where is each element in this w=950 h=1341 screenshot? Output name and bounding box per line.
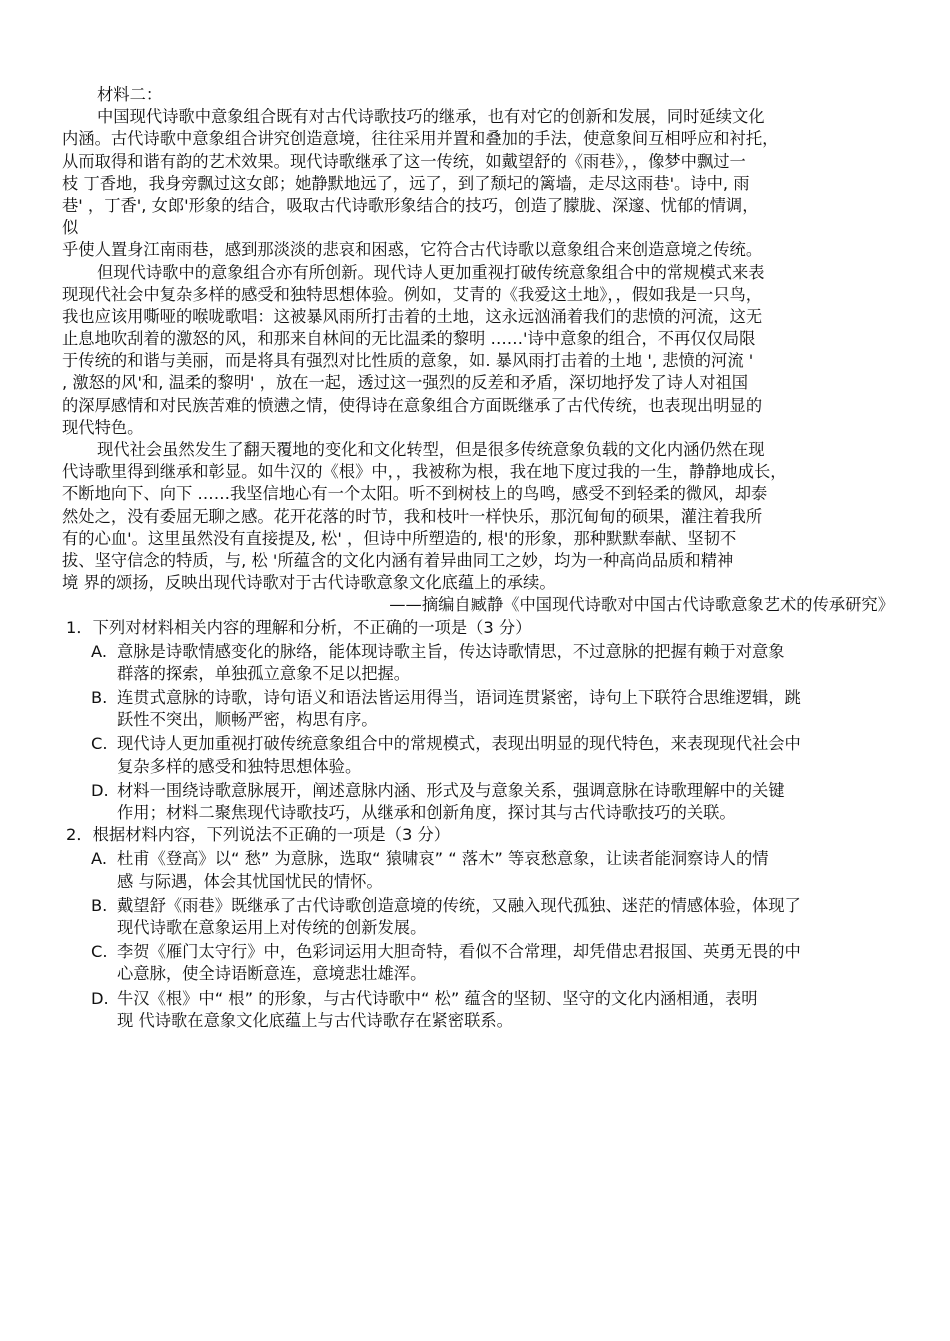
paragraph-line: 枝 丁香地，我身旁飘过这女郎；她静默地远了，远了，到了颓圮的篱墙，走尽这雨巷'。诗中, 雨 xyxy=(62,173,750,193)
paragraph-3 xyxy=(62,439,894,594)
option-letter: D. xyxy=(91,988,109,1008)
paragraph-line: 有的心血'。这里虽然没有直接提及, 松' ，但诗中所塑造的, 根'的形象，那种默默奉献、坚韧不 xyxy=(62,528,737,548)
question-1 xyxy=(62,617,894,825)
option-letter: C. xyxy=(91,734,108,754)
question-stem: 2．根据材料内容，下列说法不正确的一项是（3 分） xyxy=(66,825,451,845)
paragraph-1 xyxy=(62,106,894,261)
option-c[interactable] xyxy=(91,733,894,777)
option-line: 材料一围绕诗歌意脉展开，阐述意脉内涵、形式及与意象关系，强调意脉在诗歌理解中的关键 xyxy=(117,780,785,800)
paragraph-line: 不断地向下、向下 ……我坚信地心有一个太阳。听不到树枝上的鸟鸣，感受不到轻柔的微风，却泰 xyxy=(62,484,768,504)
paragraph-line: 拔、坚守信念的特质，与, 松 '所蕴含的文化内涵有着异曲同工之妙，均为一种高尚品质和精神 xyxy=(62,550,734,570)
option-a[interactable] xyxy=(91,641,894,685)
option-letter: A. xyxy=(91,641,108,661)
paragraph-line: 但现代诗歌中的意象组合亦有所创新。现代诗人更加重视打破传统意象组合中的常规模式来表 xyxy=(97,262,765,282)
option-b[interactable] xyxy=(91,895,894,939)
paragraph-line: , 激怒的风'和, 温柔的黎明' ，放在一起，透过这一强烈的反差和矛盾，深切地抒发了诗人对祖国 xyxy=(62,373,749,393)
source-note: ——摘编自臧静《中国现代诗歌对中国古代诗歌意象艺术的传承研究》 xyxy=(389,595,894,615)
paragraph-line: 然处之，没有委屈无聊之感。花开花落的时节，我和枝叶一样快乐，那沉甸甸的硕果，灌注着我所 xyxy=(62,506,763,526)
paragraph-line: 于传统的和谐与美丽，而是将具有强烈对比性质的意象，如. 暴风雨打击着的土地 ', 悲愤的河流 ' xyxy=(62,351,754,371)
option-line: 作用；材料二聚焦现代诗歌技巧，从继承和创新角度，探讨其与古代诗歌技巧的关联。 xyxy=(117,803,736,822)
option-c[interactable] xyxy=(91,941,894,985)
option-line: 心意脉，使全诗语断意连，意境悲壮雄浑。 xyxy=(117,964,427,984)
option-line: 连贯式意脉的诗歌，诗句语义和语法皆运用得当，语词连贯紧密，诗句上下联符合思维逻辑，跳 xyxy=(117,688,801,708)
option-letter: A. xyxy=(91,849,108,869)
option-d[interactable] xyxy=(91,780,894,824)
paragraph-line: 从而取得和谐有韵的艺术效果。现代诗歌继承了这一传统，如戴望舒的《雨巷》，，像梦中飘过一 xyxy=(62,151,746,171)
option-d[interactable] xyxy=(91,988,894,1032)
paragraph-line: 代诗歌里得到继承和彰显。如牛汉的《根》中，，我被称为根，我在地下度过我的一生，静静地成长， xyxy=(62,462,787,482)
option-letter: B. xyxy=(91,895,108,915)
option-line: 复杂多样的感受和独特思想体验。 xyxy=(117,756,362,776)
paragraph-line: 现现代社会中复杂多样的感受和独特思想体验。例如，艾青的《我爱这土地》，，假如我是一只鸟， xyxy=(62,284,763,304)
paragraph-line: 我也应该用嘶哑的喉咙歌唱：这被暴风雨所打击着的土地，这永远汹涌着我们的悲愤的河流，这无 xyxy=(62,306,763,326)
option-line: 意脉是诗歌情感变化的脉络，能体现诗歌主旨，传达诗歌情思，不过意脉的把握有赖于对意象 xyxy=(117,641,785,661)
paragraph-line: 内涵。古代诗歌中意象组合讲究创造意境，往往采用并置和叠加的手法，使意象间互相呼应和衬托， xyxy=(62,129,779,149)
paragraph-line: 的深厚感情和对民族苦难的愤懑之情，使得诗在意象组合方面既继承了古代传统，也表现出明显的 xyxy=(62,395,763,415)
option-b[interactable] xyxy=(91,687,894,731)
paragraph-line: 似 xyxy=(62,218,79,238)
option-letter: B. xyxy=(91,688,108,708)
option-letter: D. xyxy=(91,780,109,800)
question-2 xyxy=(62,824,894,1032)
option-a[interactable] xyxy=(91,848,894,892)
document-page xyxy=(62,84,894,1032)
option-line: 现代诗歌在意象运用上对传统的创新发展。 xyxy=(117,917,427,937)
paragraph-line: 现代特色。 xyxy=(62,417,144,437)
paragraph-line: 现代社会虽然发生了翻天覆地的变化和文化转型，但是很多传统意象负载的文化内涵仍然在现 xyxy=(97,440,765,459)
option-line: 群落的探索，单独孤立意象不足以把握。 xyxy=(117,663,411,683)
option-letter: C. xyxy=(91,942,108,962)
paragraph-line: 巷' ，丁香', 女郎'形象的结合，吸取古代诗歌形象结合的技巧，创造了朦胧、深邃、忧郁的情调， xyxy=(62,195,759,215)
option-line: 牛汉《根》中“ 根” 的形象，与古代诗歌中“ 松” 蕴含的坚韧、坚守的文化内涵相通，表明 xyxy=(117,988,758,1008)
option-line: 李贺《雁门太守行》中，色彩词运用大胆奇特，看似不合常理，却凭借忠君报国、英勇无畏的中 xyxy=(117,942,801,962)
question-stem: 1．下列对材料相关内容的理解和分析，不正确的一项是（3 分） xyxy=(66,617,532,637)
option-line: 杜甫《登高》以“ 愁” 为意脉，选取“ 猿啸哀” “ 落木” 等哀愁意象，让读者能洞察诗人的情 xyxy=(117,849,769,869)
option-line: 现代诗人更加重视打破传统意象组合中的常规模式，表现出明显的现代特色，来表现现代社会中 xyxy=(117,734,801,754)
section-title: 材料二： xyxy=(97,85,163,104)
paragraph-line: 中国现代诗歌中意象组合既有对古代诗歌技巧的继承，也有对它的创新和发展，同时延续文化 xyxy=(97,107,765,127)
paragraph-line: 乎使人置身江南雨巷，感到那淡淡的悲哀和困惑，它符合古代诗歌以意象组合来创造意境之传统。 xyxy=(62,240,763,260)
option-line: 现 代诗歌在意象文化底蕴上与古代诗歌存在紧密联系。 xyxy=(117,1010,513,1030)
paragraph-line: 境 界的颂扬，反映出现代诗歌对于古代诗歌意象文化底蕴上的承续。 xyxy=(62,573,556,593)
option-line: 跃性不突出，顺畅严密，构思有序。 xyxy=(117,710,378,730)
paragraph-line: 止息地吹刮着的激怒的风，和那来自林间的无比温柔的黎明 ……'诗中意象的组合，不再仅仅局限 xyxy=(62,329,756,349)
option-line: 戴望舒《雨巷》既继承了古代诗歌创造意境的传统，又融入现代孤独、迷茫的情感体验，体现了 xyxy=(117,895,801,915)
option-line: 感 与际遇，体会其忧国忧民的情怀。 xyxy=(117,871,383,891)
paragraph-2 xyxy=(62,262,894,440)
